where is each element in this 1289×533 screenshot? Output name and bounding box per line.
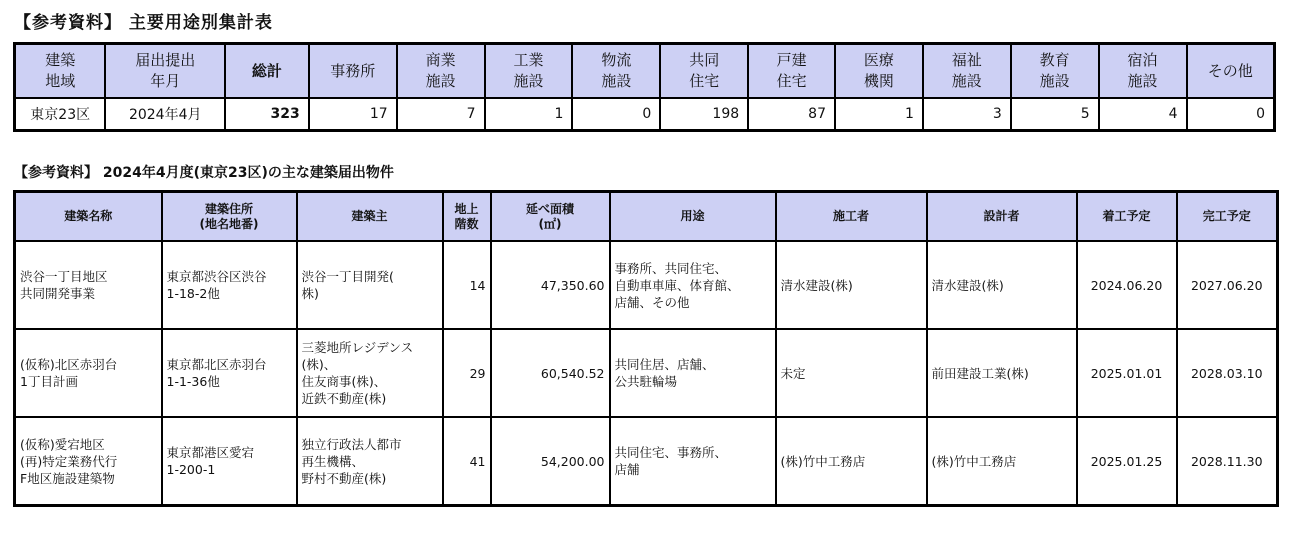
detail-cell-address: 東京都港区愛宕 1-200-1 bbox=[162, 417, 297, 506]
detail-cell-owner: 三菱地所レジデンス (株)、 住友商事(株)、 近鉄不動産(株) bbox=[297, 329, 443, 417]
detail-row bbox=[15, 329, 1278, 417]
detail-cell-start: 2024.06.20 bbox=[1077, 241, 1177, 329]
detail-cell-completion: 2027.06.20 bbox=[1177, 241, 1278, 329]
summary-cell-welfare: 3 bbox=[923, 98, 1011, 131]
detail-cell-start: 2025.01.01 bbox=[1077, 329, 1177, 417]
detail-header-contractor: 施工者 bbox=[776, 192, 927, 242]
summary-cell-logistics: 0 bbox=[572, 98, 660, 131]
detail-cell-address: 東京都北区赤羽台 1-1-36他 bbox=[162, 329, 297, 417]
summary-header-industrial: 工業 施設 bbox=[485, 44, 573, 99]
detail-row bbox=[15, 241, 1278, 329]
detail-cell-designer: 清水建設(株) bbox=[927, 241, 1077, 329]
detail-cell-use: 事務所、共同住宅、 自動車車庫、体育館、 店舗、その他 bbox=[610, 241, 776, 329]
detail-cell-contractor: 清水建設(株) bbox=[776, 241, 927, 329]
summary-cell-total: 323 bbox=[225, 98, 309, 131]
detail-header-row bbox=[15, 192, 1278, 242]
detail-cell-start: 2025.01.25 bbox=[1077, 417, 1177, 506]
detail-header-owner: 建築主 bbox=[297, 192, 443, 242]
detail-cell-address: 東京都渋谷区渋谷 1-18-2他 bbox=[162, 241, 297, 329]
summary-table bbox=[13, 42, 1276, 132]
detail-cell-floors: 29 bbox=[443, 329, 491, 417]
detail-cell-area: 47,350.60 bbox=[491, 241, 610, 329]
summary-cell-month: 2024年4月 bbox=[105, 98, 225, 131]
summary-cell-apartment: 198 bbox=[660, 98, 748, 131]
detail-cell-name: 渋谷一丁目地区 共同開発事業 bbox=[15, 241, 162, 329]
summary-header-apartment: 共同 住宅 bbox=[660, 44, 748, 99]
summary-cell-house: 87 bbox=[748, 98, 835, 131]
summary-header-month: 届出提出 年月 bbox=[105, 44, 225, 99]
summary-header-medical: 医療 機関 bbox=[835, 44, 923, 99]
detail-table bbox=[13, 190, 1279, 507]
detail-cell-name: (仮称)北区赤羽台 1丁目計画 bbox=[15, 329, 162, 417]
detail-header-floors: 地上 階数 bbox=[443, 192, 491, 242]
detail-cell-floors: 41 bbox=[443, 417, 491, 506]
detail-header-name: 建築名称 bbox=[15, 192, 162, 242]
detail-row bbox=[15, 417, 1278, 506]
detail-header-use: 用途 bbox=[610, 192, 776, 242]
detail-cell-name: (仮称)愛宕地区 (再)特定業務代行 F地区施設建築物 bbox=[15, 417, 162, 506]
summary-header-row bbox=[15, 44, 1275, 99]
detail-cell-floors: 14 bbox=[443, 241, 491, 329]
detail-title: 【参考資料】 2024年4月度(東京23区)の主な建築届出物件 bbox=[14, 165, 394, 181]
detail-cell-contractor: 未定 bbox=[776, 329, 927, 417]
summary-header-lodging: 宿泊 施設 bbox=[1099, 44, 1187, 99]
detail-cell-completion: 2028.03.10 bbox=[1177, 329, 1278, 417]
detail-cell-completion: 2028.11.30 bbox=[1177, 417, 1278, 506]
summary-title: 【参考資料】 主要用途別集計表 bbox=[14, 13, 273, 33]
detail-header-area: 延べ面積 (㎡) bbox=[491, 192, 610, 242]
summary-header-commercial: 商業 施設 bbox=[397, 44, 485, 99]
summary-header-house: 戸建 住宅 bbox=[748, 44, 835, 99]
detail-cell-designer: (株)竹中工務店 bbox=[927, 417, 1077, 506]
summary-header-welfare: 福祉 施設 bbox=[923, 44, 1011, 99]
detail-cell-contractor: (株)竹中工務店 bbox=[776, 417, 927, 506]
summary-cell-lodging: 4 bbox=[1099, 98, 1187, 131]
detail-cell-area: 60,540.52 bbox=[491, 329, 610, 417]
summary-data-row bbox=[15, 98, 1275, 131]
summary-cell-commercial: 7 bbox=[397, 98, 485, 131]
summary-cell-other: 0 bbox=[1187, 98, 1275, 131]
summary-cell-education: 5 bbox=[1011, 98, 1099, 131]
summary-cell-medical: 1 bbox=[835, 98, 923, 131]
summary-header-other: その他 bbox=[1187, 44, 1275, 99]
detail-header-start: 着工予定 bbox=[1077, 192, 1177, 242]
summary-cell-office: 17 bbox=[309, 98, 397, 131]
summary-cell-region: 東京23区 bbox=[15, 98, 106, 131]
detail-cell-owner: 独立行政法人都市 再生機構、 野村不動産(株) bbox=[297, 417, 443, 506]
summary-header-region: 建築 地域 bbox=[15, 44, 106, 99]
summary-header-total: 総計 bbox=[225, 44, 309, 99]
detail-cell-use: 共同住宅、事務所、 店舗 bbox=[610, 417, 776, 506]
detail-header-designer: 設計者 bbox=[927, 192, 1077, 242]
summary-header-logistics: 物流 施設 bbox=[572, 44, 660, 99]
summary-cell-industrial: 1 bbox=[485, 98, 573, 131]
detail-header-address: 建築住所 (地名地番) bbox=[162, 192, 297, 242]
detail-cell-use: 共同住居、店舗、 公共駐輪場 bbox=[610, 329, 776, 417]
detail-header-completion: 完工予定 bbox=[1177, 192, 1278, 242]
summary-header-education: 教育 施設 bbox=[1011, 44, 1099, 99]
detail-cell-area: 54,200.00 bbox=[491, 417, 610, 506]
detail-cell-designer: 前田建設工業(株) bbox=[927, 329, 1077, 417]
detail-cell-owner: 渋谷一丁目開発( 株) bbox=[297, 241, 443, 329]
summary-header-office: 事務所 bbox=[309, 44, 397, 99]
